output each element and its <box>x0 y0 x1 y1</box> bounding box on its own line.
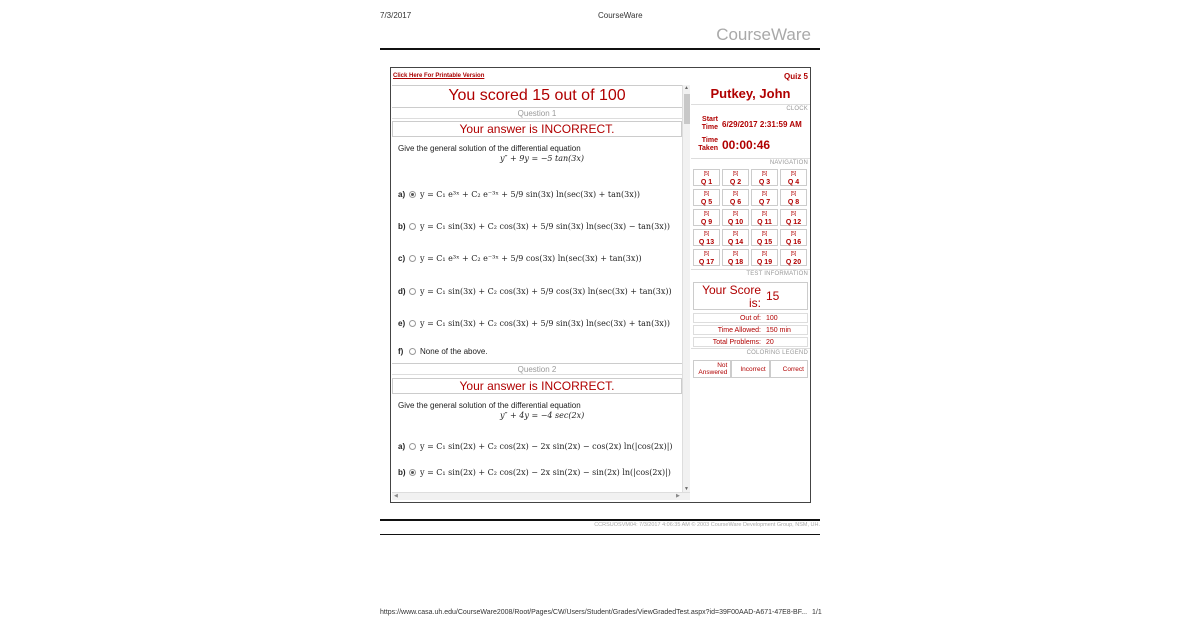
time-taken-row <box>694 137 770 153</box>
answer-option[interactable] <box>398 344 488 358</box>
nav-question-label: Q 5 <box>700 199 713 206</box>
question-equation: y″ + 9y = −5 tan(3x) <box>500 154 585 163</box>
option-letter: a) <box>398 189 406 199</box>
option-letter: b) <box>398 467 406 477</box>
legend-not-answered: Not Answered <box>693 360 731 378</box>
nav-question-17[interactable] <box>693 249 720 266</box>
nav-question-label: Q 2 <box>729 179 742 186</box>
scroll-left-icon[interactable]: ◀ <box>394 493 398 499</box>
legend-correct: Correct <box>770 360 808 378</box>
header-rule <box>380 48 820 50</box>
start-time-label: Start Time <box>701 116 718 131</box>
nav-question-label: Q 3 <box>758 179 771 186</box>
radio-unselected[interactable] <box>409 255 416 262</box>
radio-selected[interactable] <box>409 191 416 198</box>
option-text: y = C₁ sin(2x) + C₂ cos(2x) − 2x sin(2x) − sin(2x) ln(|cos(2x)|) <box>420 467 671 477</box>
printable-version-link[interactable]: Click Here For Printable Version <box>393 73 485 79</box>
nav-question-label: Q 11 <box>757 219 772 226</box>
nav-question-19[interactable] <box>751 249 778 266</box>
nav-question-label: Q 20 <box>785 259 802 266</box>
score-title: You scored 15 out of 100 <box>448 87 626 104</box>
option-text: y = C₁ sin(3x) + C₂ cos(3x) + 5/9 cos(3x) ln(sec(3x) + tan(3x)) <box>420 286 672 296</box>
radio-selected[interactable] <box>409 469 416 476</box>
nav-points: [5] <box>703 171 710 177</box>
radio-unselected[interactable] <box>409 320 416 327</box>
nav-question-8[interactable] <box>780 189 807 206</box>
radio-unselected[interactable] <box>409 443 416 450</box>
nav-points: [5] <box>790 231 797 237</box>
time-allowed-row <box>693 325 808 335</box>
answer-option[interactable] <box>398 219 670 233</box>
nav-question-label: Q 6 <box>729 199 742 206</box>
quiz-frame <box>390 67 811 503</box>
nav-question-label: Q 18 <box>727 259 744 266</box>
server-footer: CCRSUOSVM04: 7/3/2017 4:06:35 AM © 2003 CourseWare Development Group, NSM, UH. <box>594 522 820 528</box>
print-date: 7/3/2017 <box>380 11 412 20</box>
nav-points: [5] <box>761 191 768 197</box>
nav-question-16[interactable] <box>780 229 807 246</box>
option-letter: d) <box>398 286 406 296</box>
option-letter: e) <box>398 318 406 328</box>
nav-points: [5] <box>703 211 710 217</box>
question-navigation <box>693 169 808 266</box>
nav-question-label: Q 9 <box>700 219 713 226</box>
nav-question-label: Q 16 <box>785 239 802 246</box>
nav-points: [5] <box>790 191 797 197</box>
time-taken-label: Time Taken <box>698 137 718 152</box>
time-taken-value: 00:00:46 <box>722 138 771 152</box>
nav-points: [5] <box>703 191 710 197</box>
nav-points: [5] <box>761 171 768 177</box>
nav-question-label: Q 4 <box>787 179 800 186</box>
nav-question-label: Q 1 <box>700 179 713 186</box>
total-problems-row <box>693 337 808 347</box>
option-text: y = C₁ sin(3x) + C₂ cos(3x) + 5/9 sin(3x) ln(sec(3x) − tan(3x)) <box>420 221 671 231</box>
start-time-value: 6/29/2017 2:31:59 AM <box>722 119 802 129</box>
nav-question-1[interactable] <box>693 169 720 186</box>
nav-question-label: Q 8 <box>787 199 800 206</box>
nav-points: [5] <box>732 211 739 217</box>
option-letter: f) <box>398 346 404 356</box>
nav-question-label: Q 17 <box>698 259 715 266</box>
option-text: y = C₁ sin(3x) + C₂ cos(3x) + 5/9 sin(3x) ln(sec(3x) + tan(3x)) <box>420 318 671 328</box>
coloring-legend-label: COLORING LEGEND <box>746 350 808 356</box>
question-result: Your answer is INCORRECT. <box>392 378 682 394</box>
nav-question-4[interactable] <box>780 169 807 186</box>
nav-question-20[interactable] <box>780 249 807 266</box>
nav-question-18[interactable] <box>722 249 749 266</box>
nav-points: [5] <box>703 251 710 257</box>
your-score-label: Your Score is: <box>702 283 761 310</box>
option-letter: a) <box>398 441 406 451</box>
nav-question-3[interactable] <box>751 169 778 186</box>
scroll-thumb[interactable] <box>684 94 690 124</box>
nav-question-7[interactable] <box>751 189 778 206</box>
time-allowed-value: 150 min <box>766 327 791 334</box>
option-text: None of the above. <box>420 346 488 356</box>
your-score-box <box>693 282 808 310</box>
nav-question-11[interactable] <box>751 209 778 226</box>
answer-option[interactable] <box>398 187 640 201</box>
nav-points: [5] <box>790 211 797 217</box>
question-equation: y″ + 4y = −4 sec(2x) <box>500 411 585 420</box>
nav-points: [5] <box>732 171 739 177</box>
brand-logo-text: CourseWare <box>716 25 811 44</box>
nav-question-14[interactable] <box>722 229 749 246</box>
question-prompt: Give the general solution of the differential equation <box>398 144 581 153</box>
print-title: CourseWare <box>598 11 643 20</box>
nav-question-label: Q 7 <box>758 199 771 206</box>
question-header: Question 1 <box>392 107 682 119</box>
nav-points: [5] <box>703 231 710 237</box>
nav-question-10[interactable] <box>722 209 749 226</box>
option-text: y = C₁ e³ˣ + C₂ e⁻³ˣ + 5/9 cos(3x) ln(sec(3x) + tan(3x)) <box>420 253 642 263</box>
nav-question-12[interactable] <box>780 209 807 226</box>
total-problems-value: 20 <box>766 339 774 346</box>
nav-question-5[interactable] <box>693 189 720 206</box>
answer-option[interactable] <box>398 465 671 479</box>
time-allowed-label: Time Allowed: <box>717 327 761 334</box>
divider <box>691 104 810 105</box>
nav-points: [5] <box>732 231 739 237</box>
question-result: Your answer is INCORRECT. <box>392 121 682 137</box>
nav-question-9[interactable] <box>693 209 720 226</box>
nav-question-label: Q 13 <box>698 239 715 246</box>
option-letter: c) <box>398 253 406 263</box>
radio-unselected[interactable] <box>409 223 416 230</box>
nav-question-6[interactable] <box>722 189 749 206</box>
nav-question-label: Q 14 <box>727 239 744 246</box>
nav-points: [5] <box>790 251 797 257</box>
legend-incorrect: Incorrect <box>731 360 769 378</box>
nav-points: [5] <box>761 211 768 217</box>
nav-question-label: Q 15 <box>756 239 773 246</box>
nav-question-label: Q 12 <box>785 219 802 226</box>
nav-question-label: Q 10 <box>727 219 744 226</box>
out-of-row <box>693 313 808 323</box>
footer-rule-bottom <box>380 534 820 535</box>
scroll-up-icon[interactable]: ▲ <box>684 85 689 91</box>
nav-points: [5] <box>761 231 768 237</box>
divider <box>691 348 810 349</box>
start-time-row <box>694 116 802 132</box>
nav-points: [5] <box>790 171 797 177</box>
total-problems-label: Total Problems: <box>712 339 761 346</box>
clock-label: CLOCK <box>786 106 808 112</box>
nav-question-15[interactable] <box>751 229 778 246</box>
student-name: Putkey, John <box>710 86 791 101</box>
answer-option[interactable] <box>398 439 673 453</box>
nav-question-2[interactable] <box>722 169 749 186</box>
divider <box>691 158 810 159</box>
out-of-label: Out of: <box>739 315 761 322</box>
questions-pane[interactable] <box>392 85 690 500</box>
answer-option[interactable] <box>398 251 642 265</box>
horizontal-scrollbar[interactable] <box>392 492 690 500</box>
your-score-value: 15 <box>766 289 780 303</box>
question-prompt: Give the general solution of the differential equation <box>398 401 581 410</box>
nav-points: [5] <box>732 191 739 197</box>
option-text: y = C₁ e³ˣ + C₂ e⁻³ˣ + 5/9 sin(3x) ln(sec(3x) + tan(3x)) <box>420 189 641 199</box>
option-text: y = C₁ sin(2x) + C₂ cos(2x) − 2x sin(2x) − cos(2x) ln(|cos(2x)|) <box>420 441 673 451</box>
divider <box>691 269 810 270</box>
out-of-value: 100 <box>766 315 778 322</box>
option-letter: b) <box>398 221 406 231</box>
navigation-label: NAVIGATION <box>769 160 808 166</box>
sidebar <box>691 85 810 500</box>
vertical-scrollbar[interactable] <box>682 85 690 492</box>
answer-option[interactable] <box>398 316 670 330</box>
nav-points: [5] <box>761 251 768 257</box>
question-header: Question 2 <box>392 363 682 375</box>
answer-option[interactable] <box>398 284 672 298</box>
nav-points: [5] <box>732 251 739 257</box>
page-url: https://www.casa.uh.edu/CourseWare2008/Root/Pages/CW/Users/Student/Grades/ViewGradedTest.aspx?id=39F00AAD-A671-47E8-BF... <box>380 609 808 616</box>
radio-unselected[interactable] <box>409 288 416 295</box>
coloring-legend <box>693 360 808 378</box>
radio-unselected[interactable] <box>409 348 416 355</box>
page-number: 1/1 <box>812 609 822 616</box>
scroll-down-icon[interactable]: ▼ <box>684 486 689 492</box>
footer-rule <box>380 519 820 521</box>
test-info-label: TEST INFORMATION <box>746 271 808 277</box>
quiz-label: Quiz 5 <box>783 72 808 81</box>
nav-question-13[interactable] <box>693 229 720 246</box>
scroll-right-icon[interactable]: ▶ <box>676 493 680 499</box>
nav-question-label: Q 19 <box>756 259 773 266</box>
